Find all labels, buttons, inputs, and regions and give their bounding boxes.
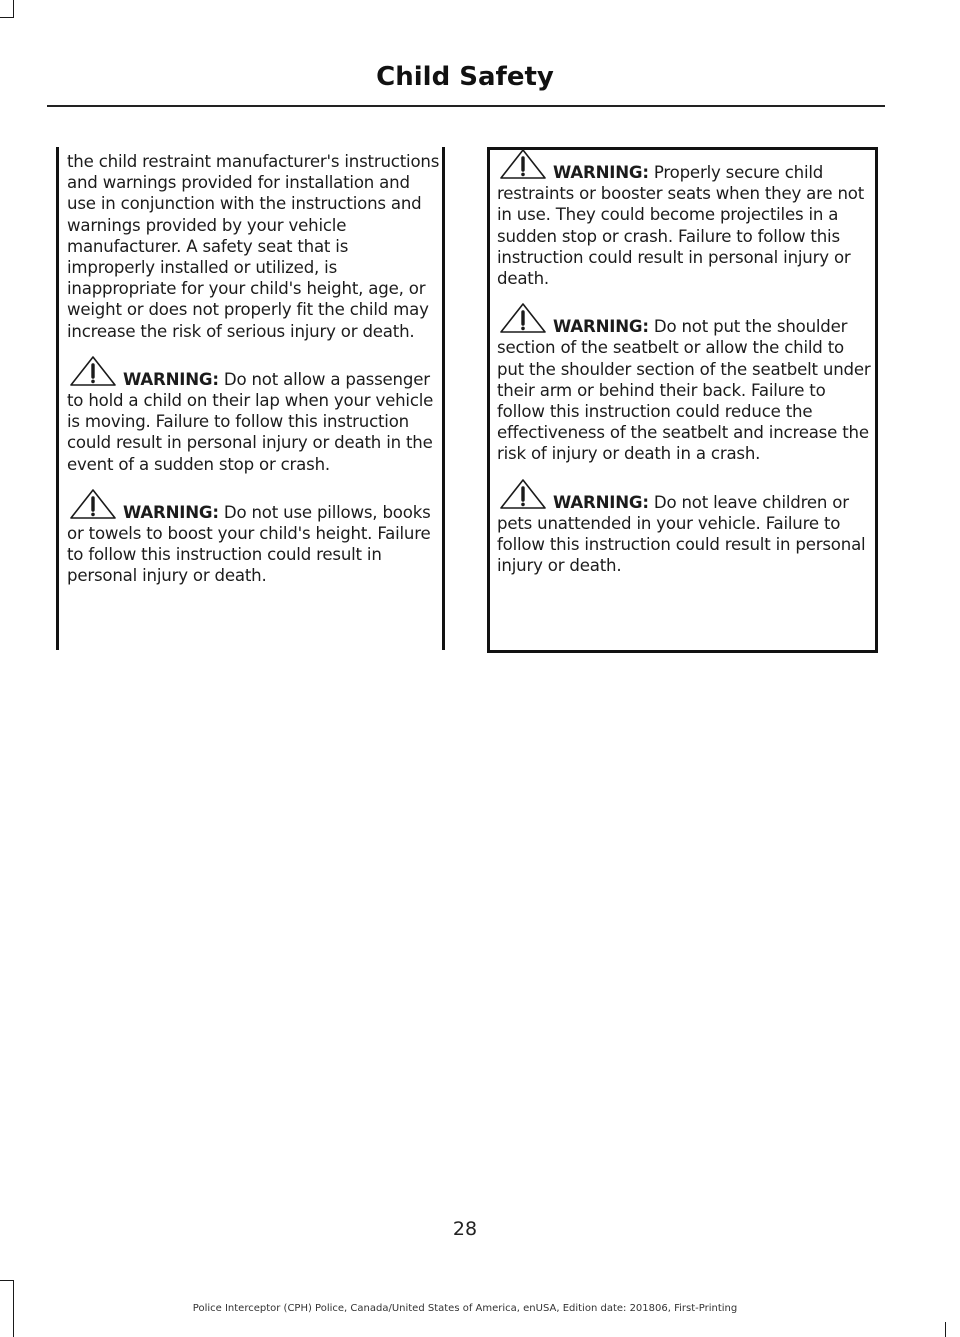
warning-block: [67, 365, 440, 475]
warning-triangle-icon: [497, 148, 549, 180]
right-column: [487, 147, 878, 653]
warning-block: [497, 312, 873, 464]
warning-label: WARNING:: [553, 317, 649, 337]
crop-mark-bottom-left-h: [0, 1280, 14, 1281]
warning-triangle-icon: [67, 355, 119, 387]
warning-text: Do not put the shoulder section of the seatbelt or allow the child to put the shoulder section of the seatbelt under their arm or behind their back. Failure to follow this instruction could reduce the effectiveness of the seatbelt and increase the risk of injury or death in a crash.: [497, 317, 871, 464]
warning-triangle-icon: [497, 478, 549, 510]
warning-triangle-icon: [497, 302, 549, 334]
intro-text: the child restraint manufacturer's instructions and warnings provided for installation and use in conjunction with the instructions and warnings provided by your vehicle manufacturer. A safety seat that is improperly installed or utilized, is inappropriate for your child's height, age, or weight or does not properly fit the child may increase the risk of serious injury or death.: [67, 152, 440, 341]
footer-text: Police Interceptor (CPH) Police, Canada/United States of America, enUSA, Edition date: 201806, First-Printing: [192, 1303, 738, 1314]
page-number: 28: [452, 1218, 478, 1240]
header-divider: [47, 105, 885, 107]
warning-label: WARNING:: [123, 502, 219, 522]
warning-text: Do not leave children or pets unattended in your vehicle. Failure to follow this instruction could result in personal injury or death.: [497, 492, 866, 576]
warning-label: WARNING:: [553, 492, 649, 512]
warning-text: Properly secure child restraints or booster seats when they are not in use. They could become projectiles in a sudden stop or crash. Failure to follow this instruction could result in personal injury or death.: [497, 163, 865, 289]
crop-mark-top-left: [13, 0, 14, 17]
warning-block: [497, 158, 873, 289]
left-column: [56, 147, 445, 650]
warning-text: Do not use pillows, books or towels to boost your child's height. Failure to follow this instruction could result in personal injury or death.: [67, 502, 431, 586]
warning-label: WARNING:: [123, 369, 219, 389]
page-title: Child Safety: [376, 62, 554, 92]
crop-mark-bottom-right: [945, 1322, 946, 1337]
warning-label: WARNING:: [553, 163, 649, 182]
warning-block: [67, 498, 440, 587]
warning-triangle-icon: [67, 488, 119, 520]
warning-text: Do not allow a passenger to hold a child on their lap when your vehicle is moving. Failure to follow this instruction could result in personal injury or death in the event of a sudden stop or crash.: [67, 369, 434, 474]
crop-mark-top-left-h: [0, 17, 14, 18]
warning-block: [497, 488, 873, 577]
